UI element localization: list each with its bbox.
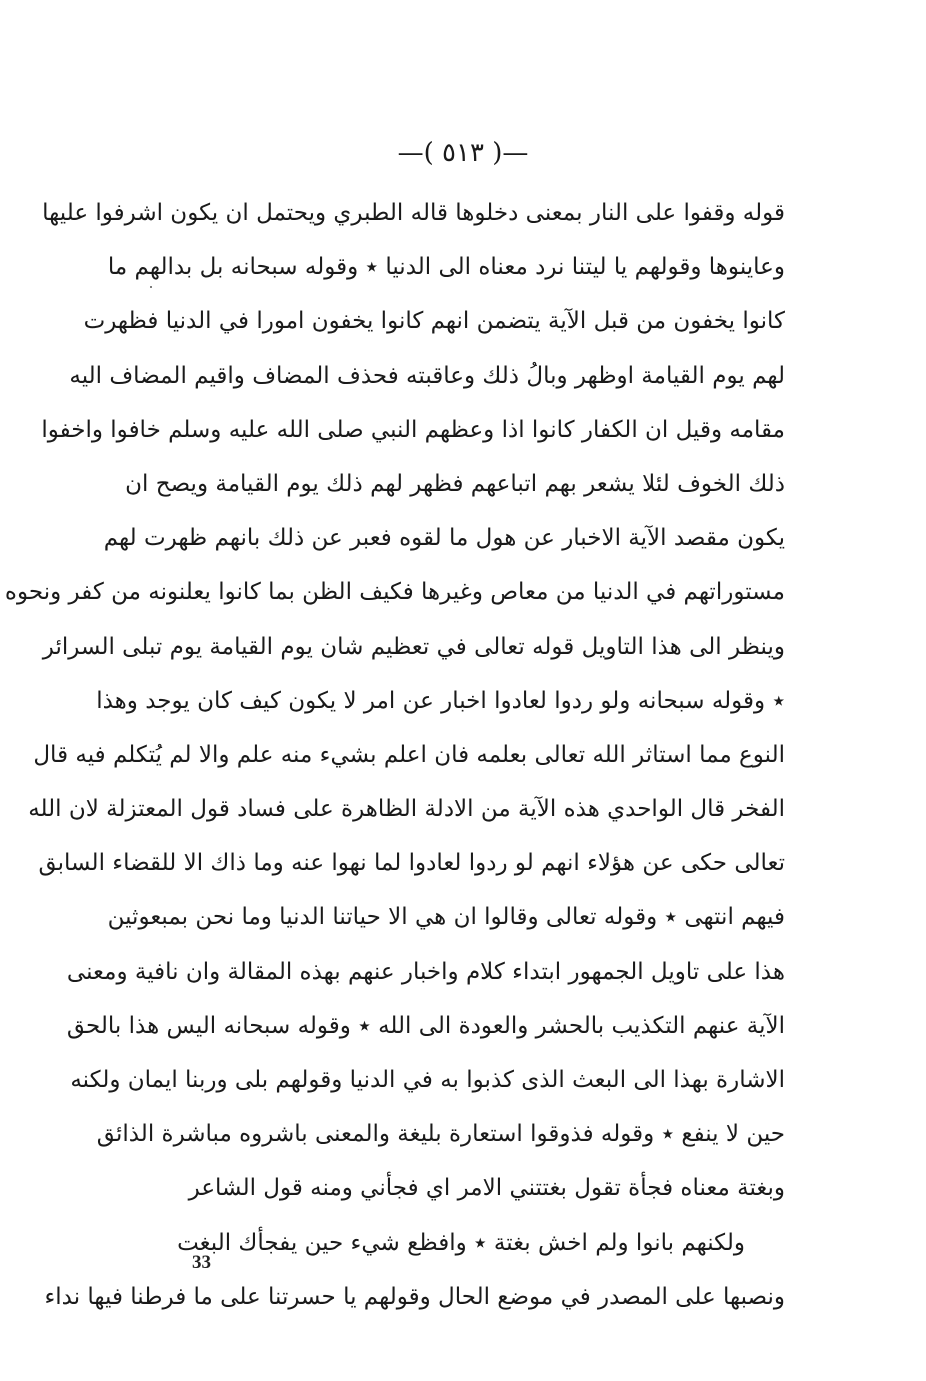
text-line: يكون مقصد الآية الاخبار عن هول ما لقوه فعبر عن ذلك بانهم ظهرت لهم [103,525,785,552]
text-line: الاشارة بهذا الى البعث الذى كذبوا به في الدنيا وقولهم بلى وربنا ايمان ولكنه [70,1067,785,1093]
text-line: مستوراتهم في الدنيا من معاص وغيرها فكيف الظن بما كانوا يعلنونه من كفر ونحوه [4,579,785,606]
text-line: لهم يوم القيامة اوظهر وبالُ ذلك وعاقبته فحذف المضاف واقيم المضاف اليه [69,362,785,389]
text-line: ذلك الخوف لئلا يشعر بهم اتباعهم فظهر لهم ذلك يوم القيامة ويصح ان [125,470,785,497]
text-line: مقامه وقيل ان الكفار كانوا اذا وعظهم النبي صلى الله عليه وسلم خافوا واخفوا [41,416,785,443]
page-number: —( ٥١٣ )— [397,138,529,168]
body-text [4,186,785,1324]
text-line: وعاينوها وقولهم يا ليتنا نرد معناه الى الدنيا ٭ وقوله سبحانه بل بدالهم ما [107,254,785,281]
text-line: قوله وقفوا على النار بمعنى دخلوها قاله الطبري ويحتمل ان يكون اشرفوا عليها [42,200,785,226]
text-line: وينظر الى هذا التاويل قوله تعالى في تعظيم شان يوم القيامة يوم تبلى السرائر [42,633,785,660]
text-line: كانوا يخفون من قبل الآية يتضمن انهم كانوا يخفون امورا في الدنيا فظهرت [83,308,785,335]
text-line: الآية عنهم التكذيب بالحشر والعودة الى الله ٭ وقوله سبحانه اليس هذا بالحق [66,1012,785,1039]
verse-line: ولكنهم بانوا ولم اخش بغتة ٭ وافظع شيء حين يفجأك البغت [177,1229,745,1256]
signature-mark: 33 [192,1252,211,1273]
text-line: ٭ وقوله سبحانه ولو ردوا لعادوا اخبار عن امر لا يكون كيف كان يوجد وهذا [96,687,785,714]
text-line: تعالى حكى عن هؤلاء انهم لو ردوا لعادوا لما نهوا عنه وما ذاك الا للقضاء السابق [38,850,785,877]
text-line: حين لا ينفع ٭ وقوله فذوقوا استعارة بليغة والمعنى باشروه مباشرة الذائق [96,1121,785,1148]
text-line: النوع مما استاثر الله تعالى بعلمه فان اعلم بشيء منه علم والا لم يُتكلم فيه قال [33,741,785,768]
text-line: وبغتة معناه فجأة تقول بغتتني الامر اي فجأني ومنه قول الشاعر [188,1175,785,1202]
text-line: فيهم انتهى ٭ وقوله تعالى وقالوا ان هي الا حياتنا الدنيا وما نحن بمبعوثين [107,904,785,931]
text-line: الفخر قال الواحدي هذه الآية من الادلة الظاهرة على فساد قول المعتزلة لان الله [28,796,785,823]
text-line: ونصبها على المصدر في موضع الحال وقولهم يا حسرتنا على ما فرطنا فيها نداء [44,1283,785,1310]
text-line: هذا على تاويل الجمهور ابتداء كلام واخبار عنهم بهذه المقالة وان نافية ومعنى [66,958,785,985]
